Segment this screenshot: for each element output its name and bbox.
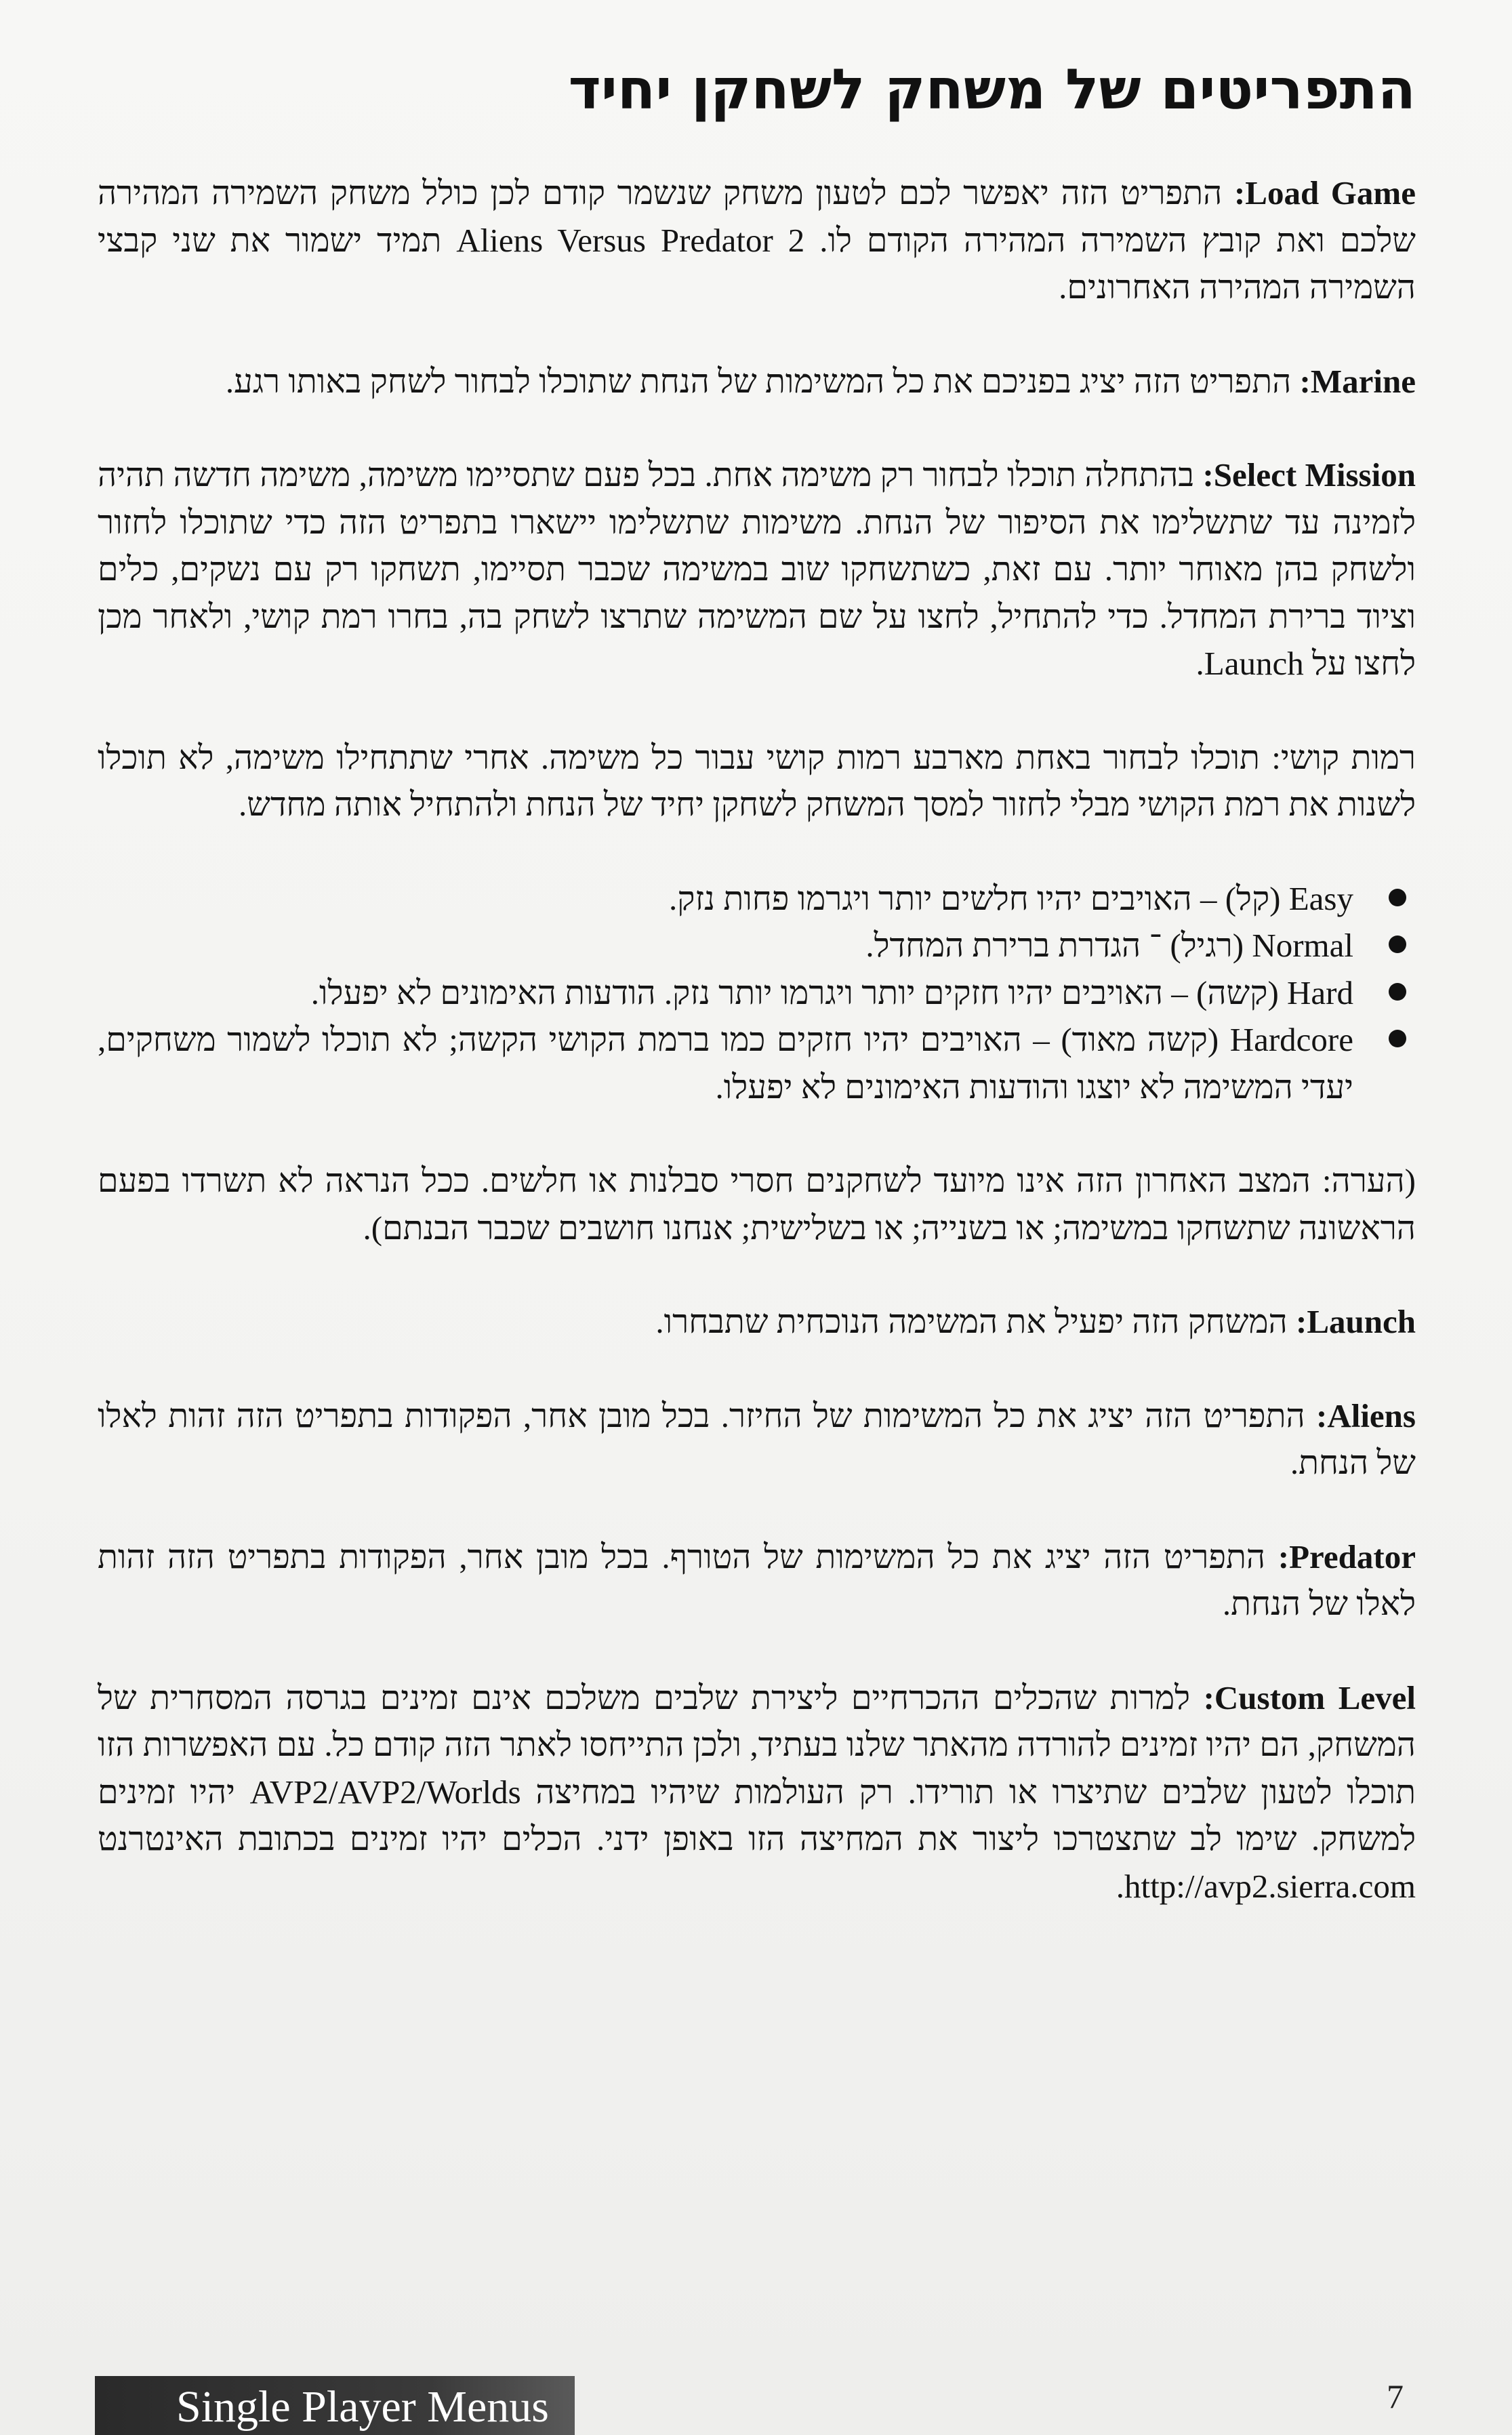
difficulty-paragraph: רמות קושי: תוכלו לבחור באחת מארבע רמות קושי עבור כל משימה. אחרי שתתחילו משימה, לא תוכלו לשנות את רמת הקושי מבלי לחזור למסך המשחק לשחקן יחיד של הנחת ולהתחיל אותה מחדש.: [98, 738, 1416, 823]
aliens-text: התפריט הזה יציג את כל המשימות של החיזר. בכל מובן אחר, הפקודות בתפריט הזה זהות לאלו של הנחת.: [98, 1396, 1416, 1481]
select-mission-text-before: בהתחלה תוכלו לבחור רק משימה אחת. בכל פעם שתסיימו משימה, משימה חדשה תהיה לזמינה עד שתשלימו את הסיפור של הנחת. משימות שתשלימו יישארו בתפריט הזה כדי שתוכלו לחזור ולשחק בהן מאוחר יותר. עם זאת, כשתשחקו שוב במשימה שכבר תסיימו, תשחקו רק עם נשקים, כלים וציוד ברירת המחדל. כדי להתחיל, לחצו על שם המשימה שתרצו לשחק בה, בחרו רמת קושי, ולאחר מכן לחצו על: [98, 456, 1416, 682]
difficulty-levels-list: [98, 875, 1416, 1111]
bullet-icon: [1389, 1030, 1406, 1047]
difficulty-level-hard: [98, 969, 1416, 1017]
select-mission-paragraph: [98, 451, 1416, 687]
select-mission-text-after: .: [1196, 645, 1204, 682]
custom-level-paragraph: [98, 1674, 1416, 1910]
page-content: [98, 169, 1416, 1956]
page-number: 7: [1387, 2377, 1404, 2415]
custom-level-text-before: למרות שהכלים ההכרחיים ליצירת שלבים משלכם אינם זמינים בגרסה המסחרית של המשחק, הם יהיו זמינים להורדה מהאתר שלנו בעתיד, ולכן התייחסו לאתר הזה קודם כל. עם האפשרות הזו תוכלו לטעון שלבים שתיצרו או תורידו. רק העולמות שיהיו במחיצה: [98, 1678, 1416, 1811]
custom-level-text-middle: יהיו זמינים למשחק. שימו לב שתצטרכו ליצור את המחיצה הזו באופן ידני. הכלים יהיו זמינים בכתובת האינטרנט: [98, 1773, 1416, 1857]
select-mission-term: Select Mission:: [1202, 456, 1416, 494]
load-game-text-before: התפריט הזה יאפשר לכם לטעון משחק שנשמר קודם לכן כולל משחק השמירה המהירה שלכם ואת קובץ השמירה המהירה הקודם לו.: [98, 174, 1416, 259]
marine-text: התפריט הזה יציג בפניכם את כל המשימות של הנחת שתוכלו לבחור לשחק באותו רגע.: [225, 362, 1300, 400]
page-title: התפריטים של משחק לשחקן יחיד: [568, 58, 1416, 122]
launch-text: המשחק הזה יפעיל את המשימה הנוכחית שתבחרו.: [655, 1303, 1296, 1340]
marine-paragraph: [98, 358, 1416, 405]
section-footer-bar: [95, 2376, 575, 2435]
product-name: Aliens Versus Predator 2: [456, 221, 805, 259]
predator-paragraph: [98, 1533, 1416, 1628]
bullet-icon: [1389, 935, 1406, 953]
difficulty-level-easy: [98, 875, 1416, 923]
note-paragraph: (הערה: המצב האחרון הזה אינו מיועד לשחקנים חסרי סבלנות או חלשים. ככל הנראה לא תשרדו בפעם הראשונה שתשחקו במשימה; או בשנייה; או בשלישית; אנחנו חושבים שכבר הבנתם).: [98, 1162, 1416, 1247]
difficulty-level-name: Normal: [1252, 927, 1353, 964]
difficulty-level-description: (קשה) – האויבים יהיו חזקים יותר ויגרמו יותר נזק. הודעות האימונים לא יפעלו.: [310, 973, 1288, 1011]
launch-word: Launch: [1204, 645, 1304, 682]
difficulty-level-hardcore: [98, 1016, 1416, 1110]
sierra-url: http://avp2.sierra.com: [1124, 1867, 1416, 1905]
load-game-paragraph: [98, 169, 1416, 311]
aliens-term: Aliens:: [1315, 1396, 1416, 1434]
launch-paragraph: [98, 1298, 1416, 1346]
custom-level-term: Custom Level:: [1203, 1678, 1416, 1716]
difficulty-level-description: (קל) – האויבים יהיו חלשים יותר ויגרמו פחות נזק.: [669, 879, 1289, 917]
predator-term: Predator:: [1278, 1537, 1416, 1575]
difficulty-level-description: (רגיל) ־ הגדרת ברירת המחדל.: [865, 927, 1252, 964]
section-label: Single Player Menus: [176, 2382, 549, 2432]
bullet-icon: [1389, 983, 1406, 1001]
difficulty-level-name: Hard: [1287, 973, 1353, 1011]
load-game-text-after: תמיד ישמור את שני קבצי השמירה המהירה האחרונים.: [98, 221, 1416, 306]
load-game-term: Load Game:: [1233, 174, 1416, 212]
difficulty-level-name: Easy: [1288, 879, 1353, 917]
custom-level-text-after: .: [1116, 1867, 1124, 1905]
worlds-folder-path: AVP2/AVP2/Worlds: [249, 1773, 521, 1811]
marine-term: Marine:: [1299, 362, 1416, 400]
difficulty-level-normal: [98, 922, 1416, 969]
difficulty-level-name: Hardcore: [1229, 1021, 1353, 1058]
aliens-paragraph: [98, 1392, 1416, 1487]
bullet-icon: [1389, 889, 1406, 906]
predator-text: התפריט הזה יציג את כל המשימות של הטורף. בכל מובן אחר, הפקודות בתפריט הזה זהות לאלו של הנחת.: [98, 1537, 1416, 1622]
difficulty-level-description: (קשה מאוד) – האויבים יהיו חזקים כמו ברמת הקושי הקשה; לא תוכלו לשמור משחקים, יעדי המשימה לא יוצגו והודעות האימונים לא יפעלו.: [98, 1021, 1353, 1106]
launch-term: Launch:: [1295, 1303, 1416, 1340]
